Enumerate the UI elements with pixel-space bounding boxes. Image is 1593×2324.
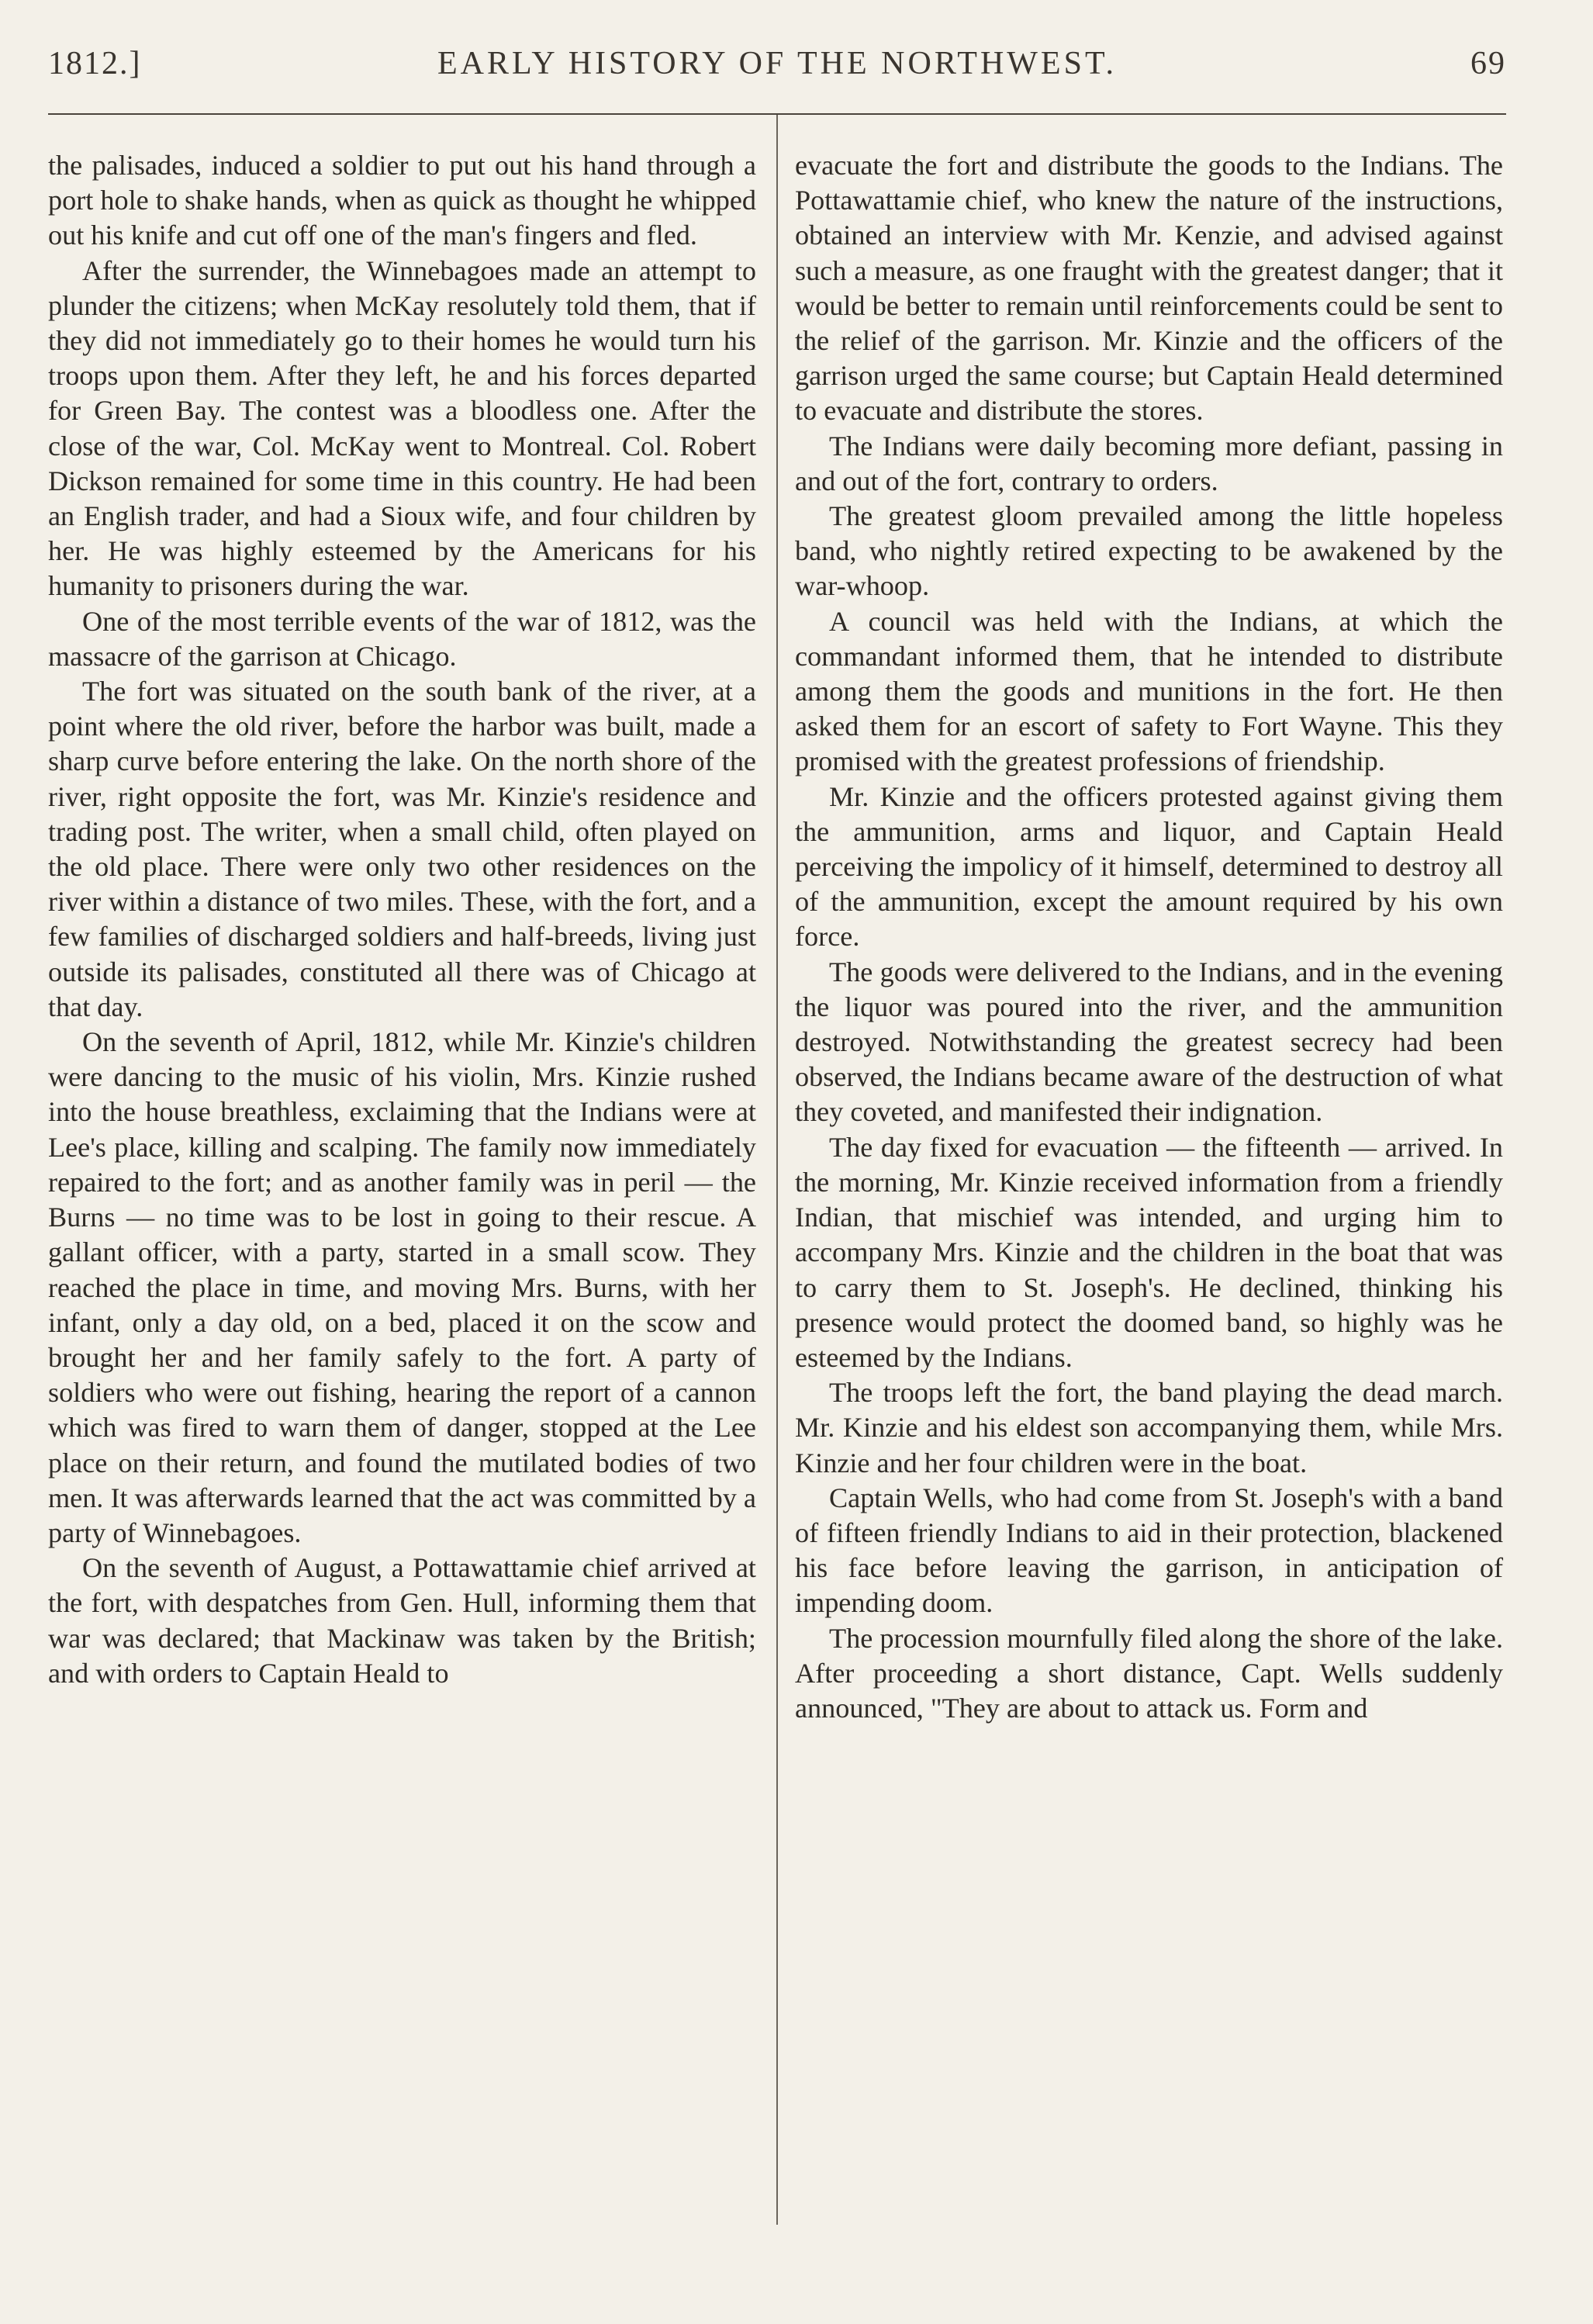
paragraph: The fort was situated on the south bank of the river, at a point where the old river, before the harbor was built, made a sharp curve before entering the lake. On the north shore of the river, right opposite the fort, was Mr. Kinzie's residence and trading post. The writer, when a small child, often played on the old place. There were only two other residences on the river within a distance of two miles. These, with the fort, and a few families of discharged soldiers and half-breeds, living just outside its palisades, constituted all there was of Chicago at that day. <box>48 676 756 1022</box>
paragraph: One of the most terrible events of the war of 1812, was the massacre of the garrison at Chicago. <box>48 605 756 672</box>
paragraph: Mr. Kinzie and the officers protested against giving them the ammunition, arms and liquor, and Captain Heald perceiving the impolicy of it himself, determined to destroy all of the ammunition, except the amount required by his own force. <box>795 780 1503 953</box>
header-title: EARLY HISTORY OF THE NORTHWEST. <box>437 46 1117 81</box>
paragraph: the palisades, induced a soldier to put out his hand through a port hole to shake hands, when as quick as thought he whipped out his knife and cut off one of the man's fingers and fled. <box>48 150 756 251</box>
paragraph: The procession mournfully filed along the shore of the lake. After proceeding a short distance, Capt. Wells suddenly announced, "They are about to attack us. Form and <box>795 1622 1503 1724</box>
paragraph: A council was held with the Indians, at which the commandant informed them, that he intended to distribute among them the goods and munitions in the fort. He then asked them for an escort of safety to Fort Wayne. This they promised with the greatest professions of friendship. <box>795 605 1503 777</box>
paragraph: The goods were delivered to the Indians, and in the evening the liquor was poured into the river, and the ammunition destroyed. Notwithstanding the greatest secrecy had been observed, the Indians became aware of the destruction of what they coveted, and manifested their indignation. <box>795 956 1503 1128</box>
paragraph: The day fixed for evacuation — the fifteenth — arrived. In the morning, Mr. Kinzie received information from a friendly Indian, that mischief was intended, and urging him to accompany Mrs. Kinzie and the children in the boat that was to carry them to St. Joseph's. He declined, thinking his presence would protect the doomed band, so highly was he esteemed by the Indians. <box>795 1131 1503 1373</box>
paragraph: The greatest gloom prevailed among the little hopeless band, who nightly retired expecting to be awakened by the war-whoop. <box>795 500 1503 602</box>
paragraph: After the surrender, the Winnebagoes made an attempt to plunder the citizens; when McKay resolutely told them, that if they did not immediately go to their homes he would turn his troops upon them. After they left, he and his forces departed for Green Bay. The contest was a bloodless one. After the close of the war, Col. McKay went to Montreal. Col. Robert Dickson remained for some time in this country. He had been an English trader, and had a Sioux wife, and four children by her. He was highly esteemed by the Americans for his humanity to prisoners during the war. <box>48 254 756 602</box>
paragraph: On the seventh of April, 1812, while Mr. Kinzie's children were dancing to the music of his violin, Mrs. Kinzie rushed into the house breathless, exclaiming that the Indians were at Lee's place, killing and scalping. The family now immediately repaired to the fort; and as another family was in peril — the Burns — no time was to be lost in going to their rescue. A gallant officer, with a party, started in a small scow. They reached the place in time, and moving Mrs. Burns, with her infant, only a day old, on a bed, placed it on the scow and brought her and her family safely to the fort. A party of soldiers who were out fishing, hearing the report of a cannon which was fired to warn them of danger, stopped at the Lee place on their return, and found the mutilated bodies of two men. It was afterwards learned that the act was committed by a party of Winnebagoes. <box>48 1026 756 1548</box>
right-column <box>795 148 1503 1726</box>
paragraph: On the seventh of August, a Pottawattamie chief arrived at the fort, with despatches from Gen. Hull, informing them that war was declared; that Mackinaw was taken by the British; and with orders to Captain Heald to <box>48 1552 756 1689</box>
page-number: 69 <box>1470 46 1506 81</box>
header-year: 1812.] <box>48 46 142 81</box>
paragraph: The troops left the fort, the band playing the dead march. Mr. Kinzie and his eldest son accompanying them, while Mrs. Kinzie and her four children were in the boat. <box>795 1377 1503 1478</box>
left-column <box>48 148 756 1691</box>
paragraph: evacuate the fort and distribute the goods to the Indians. The Pottawattamie chief, who knew the nature of the instructions, obtained an interview with Mr. Kenzie, and advised against such a measure, as one fraught with the greatest danger; that it would be better to remain until reinforcements could be sent to the relief of the garrison. Mr. Kinzie and the officers of the garrison urged the same course; but Captain Heald determined to evacuate and distribute the stores. <box>795 150 1503 427</box>
running-header <box>48 45 1506 92</box>
paragraph: The Indians were daily becoming more defiant, passing in and out of the fort, contrary to orders. <box>795 430 1503 496</box>
paragraph: Captain Wells, who had come from St. Joseph's with a band of fifteen friendly Indians to aid in their protection, blackened his face before leaving the garrison, in anticipation of impending doom. <box>795 1482 1503 1619</box>
column-divider <box>776 115 778 2225</box>
